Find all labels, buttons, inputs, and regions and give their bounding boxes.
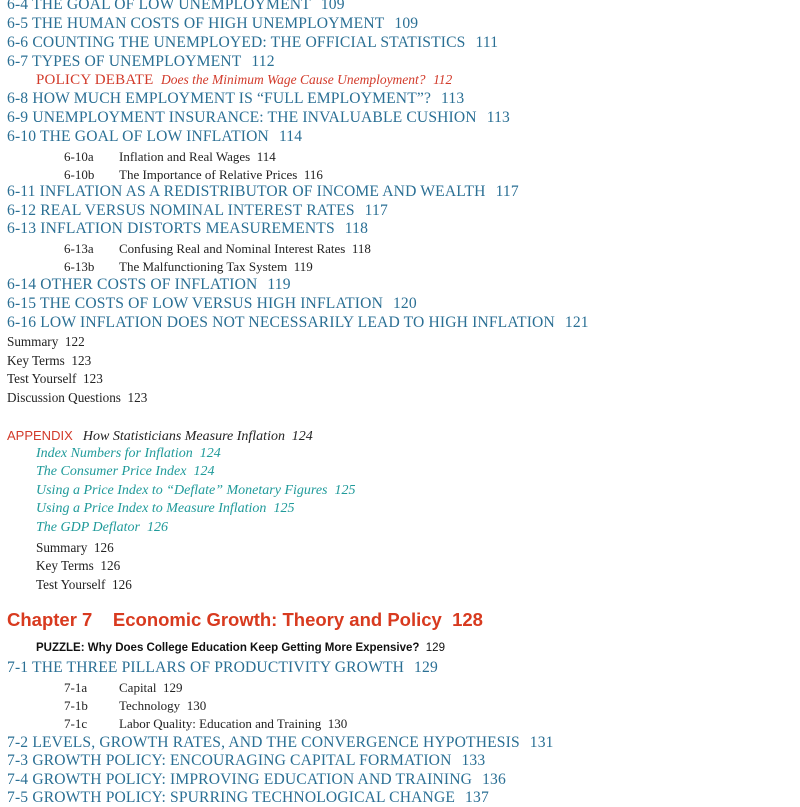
puzzle-text: PUZZLE: Why Does College Education Keep Getting More Expensive? <box>36 642 420 654</box>
toc-subsection[interactable] <box>64 716 347 732</box>
section-title: LOW INFLATION DOES NOT NECESSARILY LEAD TO HIGH INFLATION <box>40 314 555 331</box>
toc-section[interactable] <box>7 789 489 807</box>
page-number: 133 <box>461 752 486 769</box>
toc-section[interactable] <box>7 0 345 14</box>
page-number: 112 <box>251 53 275 70</box>
toc-end-item[interactable] <box>36 577 132 593</box>
section-title: THE GOAL OF LOW INFLATION <box>39 128 269 145</box>
appendix-item-title: Using a Price Index to Measure Inflation <box>36 501 267 516</box>
chapter-label: Chapter 7 <box>7 609 93 630</box>
toc-section[interactable] <box>7 220 368 238</box>
section-title: THE HUMAN COSTS OF HIGH UNEMPLOYMENT <box>32 15 385 32</box>
page-number: 131 <box>529 734 554 751</box>
end-item-title: Discussion Questions <box>7 390 121 405</box>
section-number: 6-6 <box>7 34 29 51</box>
section-title: THE GOAL OF LOW UNEMPLOYMENT <box>32 0 311 13</box>
toc-end-item[interactable] <box>7 353 91 369</box>
policy-debate-title: Does the Minimum Wage Cause Unemployment? <box>160 72 426 87</box>
page-number: 129 <box>414 659 438 676</box>
section-title: GROWTH POLICY: IMPROVING EDUCATION AND TRAINING <box>32 771 473 788</box>
toc-appendix-item[interactable] <box>36 464 214 480</box>
toc-subsection[interactable] <box>64 680 183 696</box>
appendix-title: How Statisticians Measure Inflation <box>82 429 285 444</box>
page-number: 113 <box>441 90 465 107</box>
page-number: 130 <box>186 698 207 713</box>
subsection-number: 7-1c <box>64 716 88 731</box>
toc-subsection[interactable] <box>64 149 276 165</box>
toc-end-item[interactable] <box>36 558 120 574</box>
end-item-title: Test Yourself <box>7 371 77 386</box>
subsection-title: Confusing Real and Nominal Interest Rates <box>119 241 346 256</box>
page-number: 117 <box>364 202 388 219</box>
toc-policy-debate[interactable] <box>36 72 452 89</box>
page-number: 119 <box>267 276 291 293</box>
section-title: COUNTING THE UNEMPLOYED: THE OFFICIAL STATISTICS <box>32 34 466 51</box>
page-number: 114 <box>278 128 303 145</box>
appendix-item-title: The Consumer Price Index <box>36 464 187 479</box>
toc-appendix-item[interactable] <box>36 483 355 499</box>
end-item-title: Test Yourself <box>36 577 106 592</box>
page-number: 130 <box>327 716 348 731</box>
toc-subsection[interactable] <box>64 241 371 257</box>
page-number: 123 <box>127 390 148 405</box>
section-number: 6-8 <box>7 90 29 107</box>
section-number: 6-13 <box>7 220 37 237</box>
end-item-title: Summary <box>36 540 88 555</box>
page-number: 118 <box>351 241 371 256</box>
subsection-number: 6-10b <box>64 167 95 182</box>
section-title: GROWTH POLICY: ENCOURAGING CAPITAL FORMATION <box>32 752 452 769</box>
toc-section[interactable] <box>7 752 485 770</box>
page-number: 129 <box>425 642 445 654</box>
toc-section[interactable] <box>7 15 418 33</box>
policy-debate-label: POLICY DEBATE <box>36 72 154 88</box>
page-number: 128 <box>452 609 483 630</box>
page-number: 123 <box>83 371 103 386</box>
toc-section[interactable] <box>7 659 438 677</box>
page-number: 126 <box>100 558 121 573</box>
toc-end-item[interactable] <box>7 334 85 350</box>
toc-appendix-item[interactable] <box>36 501 294 517</box>
subsection-title: The Importance of Relative Prices <box>119 167 298 182</box>
section-title: OTHER COSTS OF INFLATION <box>40 276 258 293</box>
page-number: 136 <box>482 771 506 788</box>
section-number: 6-15 <box>7 295 37 312</box>
section-number: 6-7 <box>7 53 29 70</box>
section-number: 6-4 <box>7 0 29 13</box>
appendix-item-title: Using a Price Index to “Deflate” Monetary Figures <box>36 483 328 498</box>
section-number: 6-12 <box>7 202 37 219</box>
subsection-number: 6-13a <box>64 241 94 256</box>
section-number: 6-11 <box>7 183 36 200</box>
page-number: 114 <box>256 149 276 164</box>
toc-section[interactable] <box>7 734 554 752</box>
page-number: 123 <box>71 353 92 368</box>
subsection-number: 7-1b <box>64 698 88 713</box>
section-number: 6-10 <box>7 128 37 145</box>
appendix-label: APPENDIX <box>7 428 73 443</box>
appendix-item-title: Index Numbers for Inflation <box>36 446 193 461</box>
toc-end-item[interactable] <box>7 371 103 387</box>
toc-section[interactable] <box>7 53 275 71</box>
page-number: 111 <box>475 34 499 51</box>
subsection-title: Technology <box>119 698 181 713</box>
page-number: 126 <box>146 520 168 535</box>
toc-section[interactable] <box>7 183 519 201</box>
toc-appendix[interactable] <box>7 428 313 445</box>
toc-section[interactable] <box>7 202 388 220</box>
chapter-title: Economic Growth: Theory and Policy <box>112 609 442 630</box>
page-number: 125 <box>334 483 356 498</box>
section-title: THE THREE PILLARS OF PRODUCTIVITY GROWTH <box>32 659 405 676</box>
section-title: INFLATION DISTORTS MEASUREMENTS <box>40 220 335 237</box>
end-item-title: Summary <box>7 334 59 349</box>
section-number: 7-5 <box>7 789 29 806</box>
subsection-number: 6-13b <box>64 259 95 274</box>
section-title: REAL VERSUS NOMINAL INTEREST RATES <box>40 202 355 219</box>
page-number: 124 <box>291 429 313 444</box>
end-item-title: Key Terms <box>36 558 94 573</box>
toc-subsection[interactable] <box>64 259 313 275</box>
page-number: 118 <box>344 220 369 237</box>
page-number: 124 <box>193 464 215 479</box>
section-title: GROWTH POLICY: SPURRING TECHNOLOGICAL CHANGE <box>32 789 456 806</box>
page-number: 112 <box>433 72 453 87</box>
section-number: 7-1 <box>7 659 29 676</box>
section-number: 6-9 <box>7 109 29 126</box>
page-number: 120 <box>392 295 417 312</box>
section-title: TYPES OF UNEMPLOYMENT <box>32 53 242 70</box>
subsection-title: The Malfunctioning Tax System <box>119 259 288 274</box>
section-title: INFLATION AS A REDISTRIBUTOR OF INCOME AND WEALTH <box>39 183 486 200</box>
subsection-number: 6-10a <box>64 149 94 164</box>
appendix-item-title: The GDP Deflator <box>36 520 140 535</box>
section-title: THE COSTS OF LOW VERSUS HIGH INFLATION <box>39 295 383 312</box>
page-number: 129 <box>163 680 183 695</box>
toc-section[interactable] <box>7 276 291 294</box>
page-number: 125 <box>273 501 295 516</box>
toc-section[interactable] <box>7 34 498 52</box>
page-number: 126 <box>93 540 114 555</box>
page-number: 126 <box>112 577 132 592</box>
toc-section[interactable] <box>7 109 510 127</box>
section-title: LEVELS, GROWTH RATES, AND THE CONVERGENCE HYPOTHESIS <box>32 734 520 751</box>
section-number: 6-5 <box>7 15 29 32</box>
section-title: HOW MUCH EMPLOYMENT IS “FULL EMPLOYMENT”? <box>32 90 432 107</box>
chapter-heading[interactable] <box>7 609 483 631</box>
toc-section[interactable] <box>7 90 464 108</box>
subsection-title: Capital <box>119 680 157 695</box>
toc-section[interactable] <box>7 128 302 146</box>
toc-end-item[interactable] <box>36 540 114 556</box>
section-number: 6-14 <box>7 276 37 293</box>
page-number: 109 <box>320 0 345 13</box>
toc-subsection[interactable] <box>64 167 323 183</box>
section-number: 6-16 <box>7 314 37 331</box>
toc-end-item[interactable] <box>7 390 147 406</box>
toc-appendix-item[interactable] <box>36 446 221 462</box>
section-number: 7-2 <box>7 734 29 751</box>
toc-appendix-item[interactable] <box>36 520 168 536</box>
page-number: 137 <box>465 789 489 806</box>
page-number: 121 <box>564 314 589 331</box>
subsection-title: Labor Quality: Education and Training <box>119 716 322 731</box>
subsection-title: Inflation and Real Wages <box>119 149 251 164</box>
toc-subsection[interactable] <box>64 698 206 714</box>
page-number: 109 <box>394 15 419 32</box>
page-number: 113 <box>486 109 510 126</box>
toc-section[interactable] <box>7 295 417 313</box>
toc-puzzle[interactable] <box>36 642 445 654</box>
page-number: 122 <box>64 334 85 349</box>
page-number: 116 <box>303 167 323 182</box>
subsection-number: 7-1a <box>64 680 88 695</box>
toc-section[interactable] <box>7 771 506 789</box>
toc-section[interactable] <box>7 314 589 332</box>
section-number: 7-3 <box>7 752 29 769</box>
page-number: 119 <box>293 259 313 274</box>
section-number: 7-4 <box>7 771 29 788</box>
section-title: UNEMPLOYMENT INSURANCE: THE INVALUABLE CUSHION <box>32 109 477 126</box>
end-item-title: Key Terms <box>7 353 65 368</box>
page-number: 117 <box>495 183 519 200</box>
page-number: 124 <box>199 446 221 461</box>
